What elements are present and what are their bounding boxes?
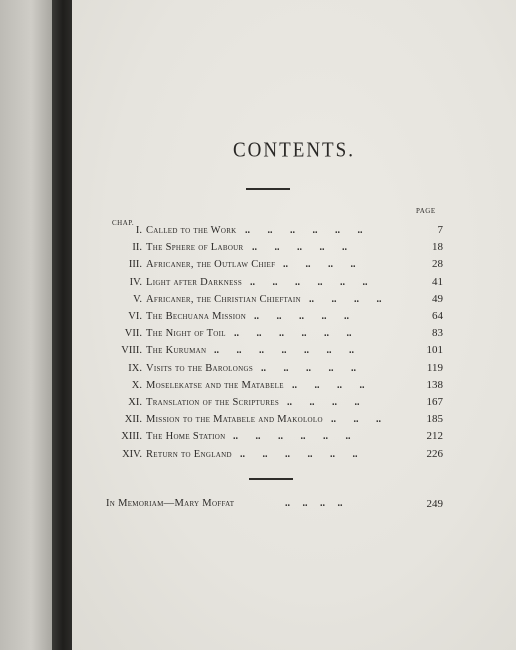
- chapter-number: VI.: [128, 311, 142, 322]
- page-column-label: PAGE: [416, 207, 436, 215]
- chapter-number: I.: [135, 225, 142, 236]
- chapter-page-number: 167: [426, 396, 443, 408]
- facing-page-edge: [0, 0, 52, 650]
- leader-dots: .. .. .. .. .. ..: [240, 448, 358, 460]
- chapter-title: Return to England: [146, 448, 232, 460]
- toc-row: [72, 291, 516, 308]
- chapter-number: IX.: [128, 362, 142, 374]
- chap-column-label: CHAP.: [112, 219, 135, 227]
- chapter-title: The Home Station: [146, 431, 226, 443]
- leader-dots: .. .. .. ..: [283, 259, 356, 271]
- leader-dots: .. .. .. .. .. ..: [234, 328, 352, 340]
- chapter-number: V.: [133, 293, 142, 305]
- leader-dots: .. .. .. .. ..: [261, 362, 356, 374]
- chapter-number: VIII.: [121, 345, 142, 357]
- leader-dots: .. .. .. .. .. .. ..: [214, 345, 354, 357]
- toc-row: [72, 222, 516, 239]
- leader-dots: .. .. .. .. ..: [254, 311, 349, 322]
- memoriam-entry: [72, 495, 516, 513]
- memoriam-leader-dots: .. .. .. ..: [285, 498, 343, 509]
- chapter-title: Translation of the Scriptures: [146, 397, 280, 408]
- chapter-page-number: 18: [432, 241, 443, 254]
- leader-dots: .. .. .. ..: [287, 397, 360, 408]
- chapter-page-number: 83: [432, 327, 443, 340]
- toc-row: [72, 239, 516, 256]
- chapter-page-number: 101: [426, 344, 443, 357]
- leader-dots: .. .. .. .. .. ..: [245, 225, 363, 236]
- chapter-title: Visits to the Barolongs: [146, 362, 254, 374]
- chapter-page-number: 28: [432, 258, 443, 271]
- chapter-number: XIII.: [121, 431, 142, 443]
- toc-row: [72, 342, 516, 359]
- toc-row: [72, 446, 516, 463]
- toc-row: [72, 308, 516, 325]
- book-gutter: [52, 0, 72, 650]
- memoriam-rule: [249, 478, 293, 480]
- contents-page: [72, 0, 516, 650]
- chapter-page-number: 7: [437, 224, 443, 236]
- chapter-title: The Sphere of Labour: [146, 242, 244, 254]
- leader-dots: .. .. .. ..: [292, 379, 365, 391]
- chapter-page-number: 119: [426, 361, 443, 374]
- leader-dots: .. .. .. .. ..: [252, 242, 347, 254]
- toc-row: [72, 256, 516, 273]
- chapter-page-number: 138: [426, 378, 443, 391]
- chapter-number: X.: [131, 379, 142, 391]
- chapter-title: The Night of Toil: [146, 328, 226, 340]
- chapter-number: VII.: [124, 328, 142, 340]
- chapter-title: Africaner, the Christian Chieftain: [146, 293, 301, 305]
- chapter-title: Light after Darkness: [146, 276, 243, 288]
- chapter-page-number: 49: [432, 292, 443, 305]
- toc-row: [72, 274, 516, 291]
- leader-dots: .. .. .. ..: [309, 293, 382, 305]
- memoriam-title: In Memoriam—Mary Moffat: [106, 498, 235, 509]
- chapter-number: IV.: [129, 276, 142, 288]
- toc-row: [72, 394, 516, 411]
- chapter-title: Moselekatse and the Matabele: [146, 379, 284, 391]
- chapter-number: XII.: [124, 414, 142, 426]
- chapter-title: The Kuruman: [146, 345, 207, 357]
- toc-row: [72, 360, 516, 377]
- chapter-number: II.: [132, 242, 142, 254]
- page-title: CONTENTS.: [233, 138, 355, 163]
- toc-row: [72, 411, 516, 428]
- toc-row: [72, 428, 516, 445]
- chapter-number: XI.: [128, 397, 142, 408]
- chapter-number: XIV.: [122, 448, 142, 460]
- toc-row: [72, 325, 516, 342]
- chapter-page-number: 64: [432, 310, 443, 322]
- leader-dots: .. .. ..: [331, 414, 381, 426]
- title-rule: [246, 188, 290, 190]
- leader-dots: .. .. .. .. .. ..: [250, 276, 368, 288]
- toc-row: [72, 377, 516, 394]
- chapter-title: The Bechuana Mission: [146, 311, 247, 322]
- chapter-title: Called to the Work: [146, 225, 237, 236]
- chapter-title: Mission to the Matabele and Makololo: [146, 414, 323, 426]
- chapter-number: III.: [128, 259, 142, 271]
- chapter-page-number: 212: [426, 430, 443, 443]
- chapter-page-number: 185: [426, 413, 443, 426]
- chapter-page-number: 226: [426, 447, 443, 460]
- leader-dots: .. .. .. .. .. ..: [233, 431, 351, 443]
- chapter-title: Africaner, the Outlaw Chief: [146, 259, 276, 271]
- chapter-page-number: 41: [432, 275, 443, 288]
- memoriam-page-number: 249: [426, 498, 443, 510]
